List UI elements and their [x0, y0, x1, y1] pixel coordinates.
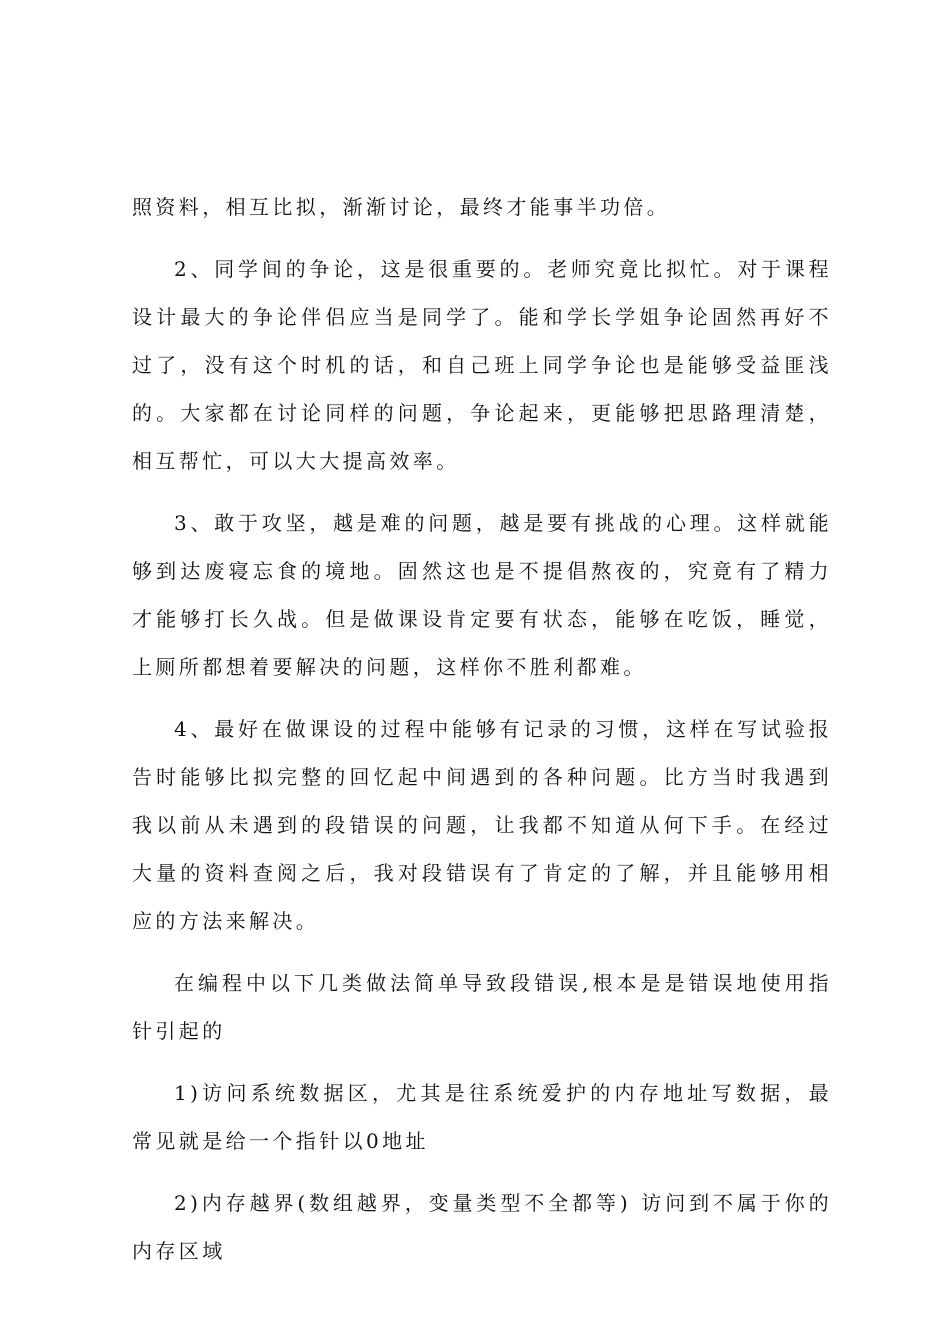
paragraph-tip-2: 2、同学间的争论，这是很重要的。老师究竟比拟忙。对于课程设计最大的争论伴侣应当是同学了。能和学长学姐争论固然再好不过了，没有这个时机的话，和自己班上同学争论也是能够受益匪浅的。大家都在讨论同样的问题，争论起来，更能够把思路理清楚，相互帮忙，可以大大提高效率。 [132, 257, 832, 473]
paragraph-segfault-intro: 在编程中以下几类做法简单导致段错误,根本是是错误地使用指针引起的 [132, 971, 832, 1043]
paragraph-segfault-cause-2: 2)内存越界(数组越界，变量类型不全都等) 访问到不属于你的内存区域 [132, 1191, 832, 1263]
paragraph-tip-3: 3、敢于攻坚，越是难的问题，越是要有挑战的心理。这样就能够到达废寝忘食的境地。固然这也是不提倡熬夜的，究竟有了精力才能够打长久战。但是做课设肯定要有状态，能够在吃饭，睡觉，上厕所都想着要解决的问题，这样你不胜利都难。 [132, 511, 832, 679]
paragraph-segfault-cause-1: 1)访问系统数据区，尤其是往系统爱护的内存地址写数据，最常见就是给一个指针以0地址 [132, 1081, 832, 1153]
document-body [132, 183, 832, 1289]
paragraph-tip-4: 4、最好在做课设的过程中能够有记录的习惯，这样在写试验报告时能够比拟完整的回忆起中间遇到的各种问题。比方当时我遇到我以前从未遇到的段错误的问题，让我都不知道从何下手。在经过大量的资料查阅之后，我对段错误有了肯定的了解，并且能够用相应的方法来解决。 [132, 717, 832, 933]
paragraph-continuation: 照资料，相互比拟，渐渐讨论，最终才能事半功倍。 [132, 195, 671, 219]
